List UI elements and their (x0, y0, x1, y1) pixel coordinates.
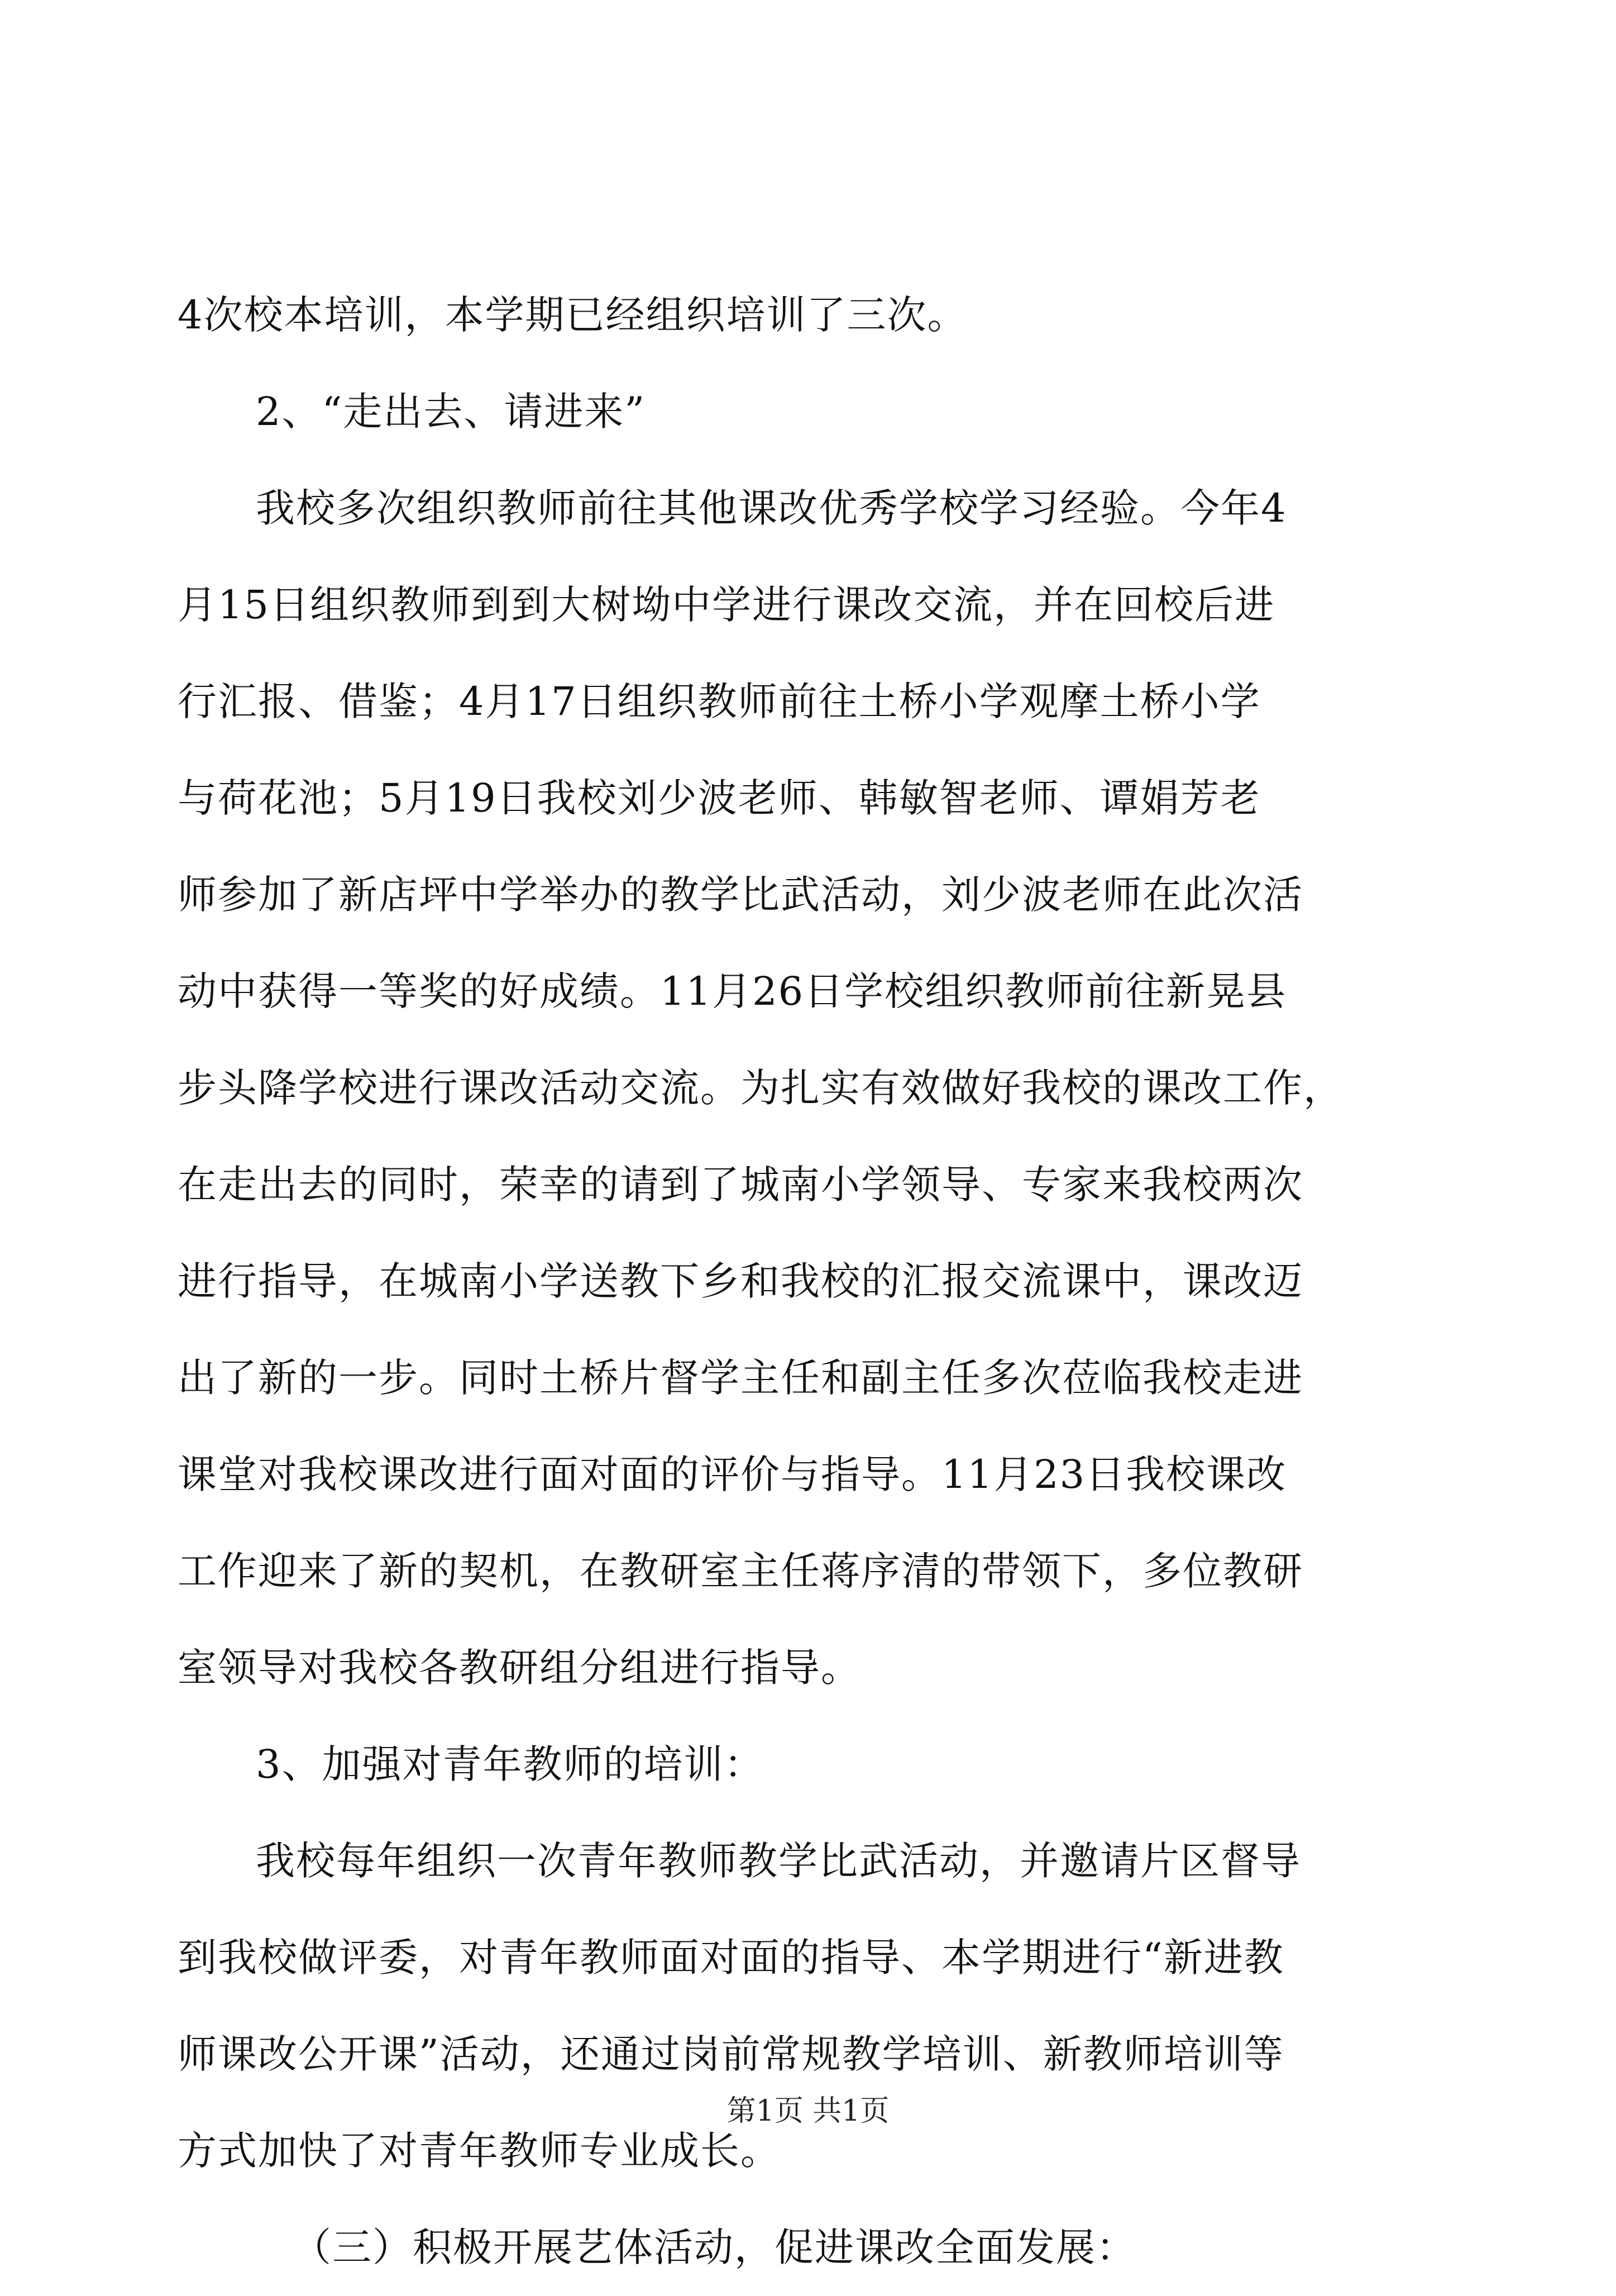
paragraph-line: 进行指导，在城南小学送教下乡和我校的汇报交流课中，课改迈 (178, 1258, 1303, 1304)
paragraph-line: 出了新的一步。同时土桥片督学主任和副主任多次莅临我校走进 (178, 1355, 1303, 1401)
paragraph-line: 室领导对我校各教研组分组进行指导。 (178, 1645, 861, 1691)
paragraph-line: 动中获得一等奖的好成绩。11月26日学校组织教师前往新晃县 (178, 968, 1287, 1014)
paragraph-line: 行汇报、借鉴；4月17日组织教师前往土桥小学观摩土桥小学 (178, 679, 1261, 724)
paragraph-line: 与荷花池；5月19日我校刘少波老师、韩敏智老师、谭娟芳老 (178, 775, 1261, 821)
page-number: 第1页 共1页 (726, 2094, 890, 2128)
paragraph-line: 到我校做评委，对青年教师面对面的指导、本学期进行“新进教 (178, 1935, 1284, 1980)
paragraph-line: 我校每年组织一次青年教师教学比武活动，并邀请片区督导 (256, 1838, 1301, 1884)
paragraph-line: 课堂对我校课改进行面对面的评价与指导。11月23日我校课改 (178, 1452, 1287, 1497)
paragraph-line: 工作迎来了新的契机，在教研室主任蒋序清的带领下，多位教研 (178, 1548, 1303, 1594)
paragraph-line: 师参加了新店坪中学举办的教学比武活动，刘少波老师在此次活 (178, 872, 1303, 918)
section-heading: （三）积极开展艺体活动，促进课改全面发展： (292, 2225, 1136, 2270)
paragraph-line: 月15日组织教师到到大树坳中学进行课改交流，并在回校后进 (178, 582, 1275, 628)
section-heading: 2、“走出去、请进来” (256, 389, 646, 435)
paragraph-line: 方式加快了对青年教师专业成长。 (178, 2128, 781, 2174)
paragraph-line: 在走出去的同时，荣幸的请到了城南小学领导、专家来我校两次 (178, 1162, 1303, 1207)
paragraph-line: 师课改公开课”活动，还通过岗前常规教学培训、新教师培训等 (178, 2031, 1284, 2077)
paragraph-line: 我校多次组织教师前往其他课改优秀学校学习经验。今年4 (256, 485, 1287, 531)
paragraph-line: 4次校本培训，本学期已经组织培训了三次。 (178, 292, 968, 338)
section-heading: 3、加强对青年教师的培训： (256, 1741, 764, 1787)
body-text (178, 267, 1440, 2296)
page-footer (0, 2092, 1616, 2131)
paragraph-line: 步头降学校进行课改活动交流。为扎实有效做好我校的课改工作， (178, 1065, 1344, 1111)
